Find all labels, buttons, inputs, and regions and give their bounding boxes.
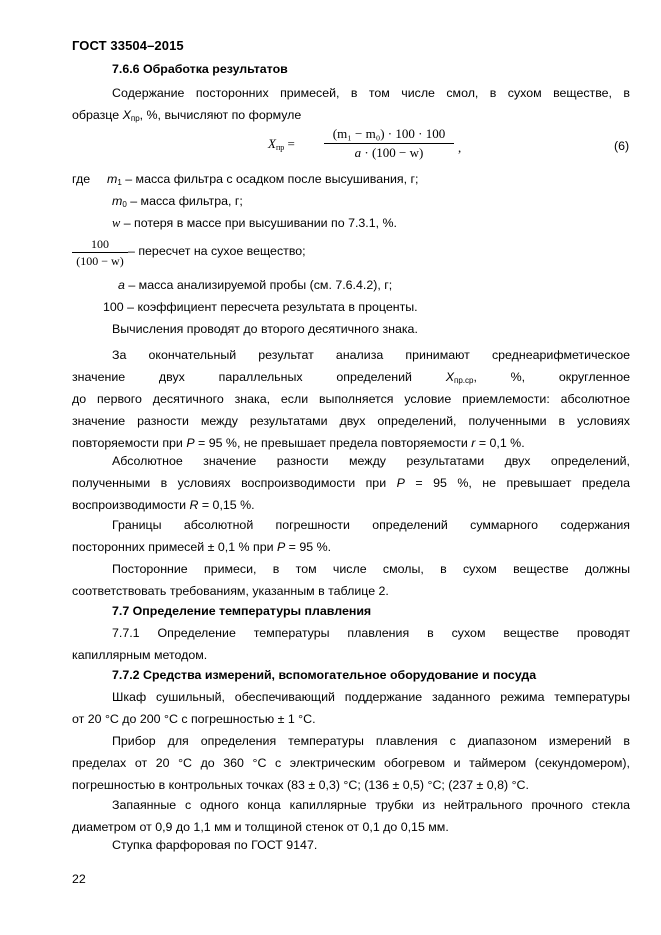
dry-basis-fraction: 100 (100 − w) — [72, 236, 128, 269]
paragraph-mortar: Ступка фарфоровая по ГОСТ 9147. — [112, 838, 318, 852]
paragraph-device: Прибор для определения температуры плавления с диапазоном измерений в пределах от 20 °С до 360 °С с электрическим обогревом и таймером (секундомером), погрешностью в контрольных точках (83 ± 0,3) °С; (136 ± 0,5) °С; (237 ± 0,8) °С. — [72, 734, 630, 792]
paragraph-intro: Содержание посторонних примесей, в том числе смол, в сухом веществе, в образце $X_{пр}$, %, вычисляют по формуле — [72, 86, 630, 123]
paragraph-tubes: Запаянные с одного конца капиллярные трубки из нейтрального прочного стекла диаметром от 0,9 до 1,1 мм и толщиной стенок от 0,1 до 0,15 мм. — [72, 798, 630, 834]
section-heading-7-6-6: 7.6.6 Обработка результатов — [112, 62, 288, 76]
page-number: 22 — [72, 872, 86, 886]
section-heading-7-7: 7.7 Определение температуры плавления — [112, 604, 372, 618]
paragraph-error-bounds: Границы абсолютной погрешности определений суммарного содержания посторонних примесей ± 0,1 % при P = 95 %. — [72, 518, 630, 554]
paragraph-calc: Вычисления проводят до второго десятичного знака. — [112, 322, 418, 336]
section-heading-7-7-2: 7.7.2 Средства измерений, вспомогательное оборудование и посуда — [112, 668, 537, 682]
document-page: ГОСТ 33504–2015 7.6.6 Обработка результатов Содержание посторонних примесей, в том числе смол, в сухом веществе, в образце $X_{пр}$, %, вычисляют по формуле $X_{пр}$ = $\frac{\text{(m₁ − m₀) · 100 · 100}}{a \cdot (100 - w)}$ , (6) где $m_1$ – масса фильтра с осадком после высушивания, г; $m_0$ – масса фильтра, г; w – потеря в массе при высушивании по 7.3.1, %. 100 (100 − w) – пересчет на сухое вещество; a – масса анализируемой пробы (см. 7.6.4.2), г; 100 – коэффициент пересчета результата в проценты. Вычисления проводят до второго десятичного знака. За окончательный результат анализа принимают среднеарифметическое значение двух параллельных определений $X_{пр.ср}$, %, округленное до первого десятичного знака, если выполняется условие приемлемости: абсолютное значение разности между результатами двух определений, полученными в условиях повторяемости при P = 95 %, не превышает предела повторяемости r = 0,1 %. Абсолютное значение разности между результатами двух определений, полученными в условиях воспроизводимости при P = 95 %, не превышает предела воспроизводимости R = 0,15 %. Границы абсолютной погрешности определений суммарного содержания посторонних примесей ± 0,1 % при P = 95 %. Посторонние примеси, в том числе смолы, в сухом веществе должны соответствовать требованиям, указанным в таблице 2. 7.7 Определение температуры плавления 7.7.1 Определение температуры плавления в сухом веществе проводят капиллярным методом. 7.7.2 Средства измерений, вспомогательное оборудование и посуда Шкаф сушильный, обеспечивающий поддержание заданного режима температуры от 20 °С до 200 °С с погрешностью ± 1 °С. Прибор для определения температуры плавления с диапазоном измерений в пределах от 20 °С до 360 °С с электрическим обогревом и таймером (секундомером), погрешностью в контрольных точках (83 ± 0,3) °С; (136 ± 0,5) °С; (237 ± 0,8) °С. Запаянные с одного конца капиллярные трубки из нейтрального прочного стекла диаметром от 0,9 до 1,1 мм и толщиной стенок от 0,1 до 0,15 мм. Ступка фарфоровая по ГОСТ 9147. 22 — [72, 38, 630, 886]
where-label: где — [72, 172, 91, 186]
where-w: w – потеря в массе при высушивании по 7.3.1, %. — [112, 216, 397, 230]
where-m0: $m_0$ – масса фильтра, г; — [112, 194, 243, 209]
document-header: ГОСТ 33504–2015 — [72, 38, 184, 53]
where-m1: $m_1$ – масса фильтра с осадком после высушивания, г; — [107, 172, 419, 187]
paragraph-7-7-1: 7.7.1 Определение температуры плавления в сухом веществе проводят капиллярным методом. — [72, 626, 630, 662]
paragraph-final-result: За окончательный результат анализа принимают среднеарифметическое значение двух параллельных определений $X_{пр.ср}$, %, округленное до первого десятичного знака, если выполняется условие приемлемости: абсолютное значение разности между результатами двух определений, полученными в условиях повторяемости при P = 95 %, не превышает предела повторяемости r = 0,1 %. — [72, 348, 630, 450]
paragraph-oven: Шкаф сушильный, обеспечивающий поддержание заданного режима температуры от 20 °С до 200 °С с погрешностью ± 1 °С. — [72, 690, 630, 726]
paragraph-requirements: Посторонние примеси, в том числе смолы, в сухом веществе должны соответствовать требованиям, указанным в таблице 2. — [72, 562, 630, 598]
formula-fraction: $\frac{\text{(m₁ − m₀) · 100 · 100}}{a \cdot (100 - w)}$ — [324, 126, 454, 161]
where-fraction-text: – пересчет на сухое вещество; — [128, 244, 306, 258]
where-100: 100 – коэффициент пересчета результата в проценты. — [103, 300, 418, 314]
where-a: a – масса анализируемой пробы (см. 7.6.4.2), г; — [118, 278, 393, 292]
paragraph-reproducibility: Абсолютное значение разности между результатами двух определений, полученными в условиях воспроизводимости при P = 95 %, не превышает предела воспроизводимости R = 0,15 %. — [72, 454, 630, 512]
equation-number: (6) — [614, 139, 630, 153]
